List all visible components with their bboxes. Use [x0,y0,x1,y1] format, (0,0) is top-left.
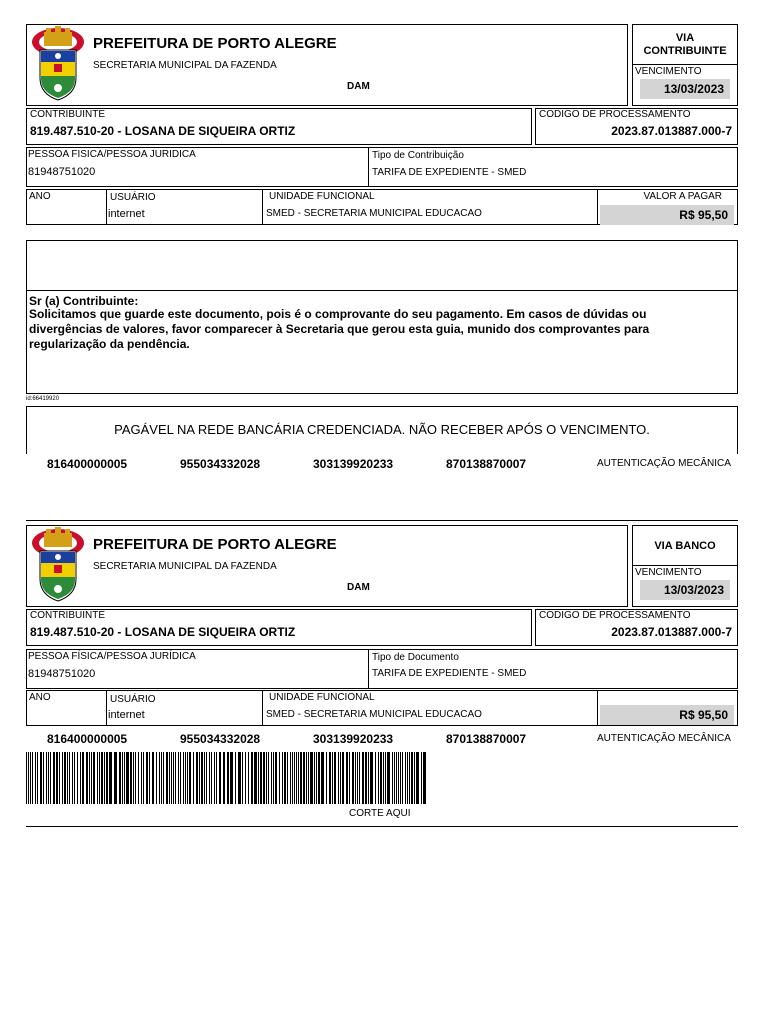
doc-type: DAM [347,81,370,92]
codigo-value: 2023.87.013887.000-7 [611,124,732,138]
usuario-value: internet [108,709,145,721]
autenticacao-label: AUTENTICAÇÃO MECÂNICA [597,458,731,469]
cut-line-top [26,520,738,521]
corte-aqui-label: CORTE AQUI [349,808,411,819]
barcode [26,752,430,804]
via-label-line-2: CONTRIBUINTE [643,45,727,57]
unidade-label: UNIDADE FUNCIONAL [269,191,375,202]
via-label [632,32,738,58]
autenticacao-label: AUTENTICAÇÃO MECÂNICA [597,733,731,744]
via-label-line-1: VIA [675,32,695,44]
city-coat-of-arms-icon [30,527,86,603]
divider [632,565,738,566]
valor-value: R$ 95,50 [600,205,734,225]
divider [262,189,263,225]
doc-type: DAM [347,582,370,593]
tipo-value: TARIFA DE EXPEDIENTE - SMED [372,668,527,679]
digit-line-1: 816400000005 [47,457,128,471]
unidade-value: SMED - SECRETARIA MUNICIPAL EDUCACAO [266,709,482,720]
tipo-value: TARIFA DE EXPEDIENTE - SMED [372,167,527,178]
contribuinte-label: CONTRIBUINTE [30,610,105,621]
divider [632,64,738,65]
valor-value: R$ 95,50 [600,705,734,725]
pagavel-text: PAGÁVEL NA REDE BANCÁRIA CREDENCIADA. NÃO RECEBER APÓS O VENCIMENTO. [114,422,650,437]
header-title: PREFEITURA DE PORTO ALEGRE [93,35,337,52]
codigo-value: 2023.87.013887.000-7 [611,625,732,639]
digit-line-3: 303139920233 [313,457,394,471]
codigo-label: CODIGO DE PROCESSAMENTO [539,109,691,120]
pessoa-label: PESSOA FÍSICA/PESSOA JURÍDICA [28,651,196,662]
ano-label: ANO [29,191,51,202]
divider [597,690,598,726]
digit-line-1: 816400000005 [47,732,128,746]
vencimento-value: 13/03/2023 [640,79,730,99]
message-title: Sr (a) Contribuinte: [29,294,139,308]
digit-line-2: 955034332028 [180,732,261,746]
tipo-label: Tipo de Contribuição [372,150,464,161]
unidade-label: UNIDADE FUNCIONAL [269,692,375,703]
divider [368,147,369,187]
unidade-value: SMED - SECRETARIA MUNICIPAL EDUCACAO [266,208,482,219]
usuario-label: USUÁRIO [110,192,156,203]
usuario-label: USUÁRIO [110,694,156,705]
via-label: VIA BANCO [654,540,716,552]
divider [368,649,369,689]
digit-line-4: 870138870007 [446,732,527,746]
divider [26,290,738,291]
id-text: id:66419920 [26,396,60,402]
valor-label: VALOR A PAGAR [643,191,722,202]
tipo-label: Tipo de Documento [372,652,459,663]
pessoa-value: 81948751020 [28,668,96,680]
divider [106,189,107,225]
divider [597,189,598,225]
header-title: PREFEITURA DE PORTO ALEGRE [93,536,337,553]
city-coat-of-arms-icon [30,26,86,102]
contribuinte-value: 819.487.510-20 - LOSANA DE SIQUEIRA ORTIZ [30,124,296,138]
contribuinte-label: CONTRIBUINTE [30,109,105,120]
digit-line-2: 955034332028 [180,457,261,471]
pessoa-value: 81948751020 [28,166,96,178]
digit-line-4: 870138870007 [446,457,527,471]
digit-line-3: 303139920233 [313,732,394,746]
vencimento-label: VENCIMENTO [635,567,702,578]
header-subtitle: SECRETARIA MUNICIPAL DA FAZENDA [93,60,277,71]
ano-label: ANO [29,692,51,703]
cut-line-bottom [26,826,738,827]
vencimento-value: 13/03/2023 [640,580,730,600]
vencimento-label: VENCIMENTO [635,66,702,77]
usuario-value: internet [108,208,145,220]
divider [106,690,107,726]
message-body: Solicitamos que guarde este documento, pois é o comprovante do seu pagamento. Em casos de dúvidas ou divergências de valores, favor comparecer à Secretaria que gerou esta guia, munido dos comprovantes para regularização da pendência. [29,307,650,351]
contribuinte-value: 819.487.510-20 - LOSANA DE SIQUEIRA ORTIZ [30,625,296,639]
codigo-label: CÓDIGO DE PROCESSAMENTO [539,610,691,621]
pessoa-label: PESSOA FISICA/PESSOA JURIDICA [28,149,196,160]
header-subtitle: SECRETARIA MUNICIPAL DA FAZENDA [93,561,277,572]
divider [262,690,263,726]
